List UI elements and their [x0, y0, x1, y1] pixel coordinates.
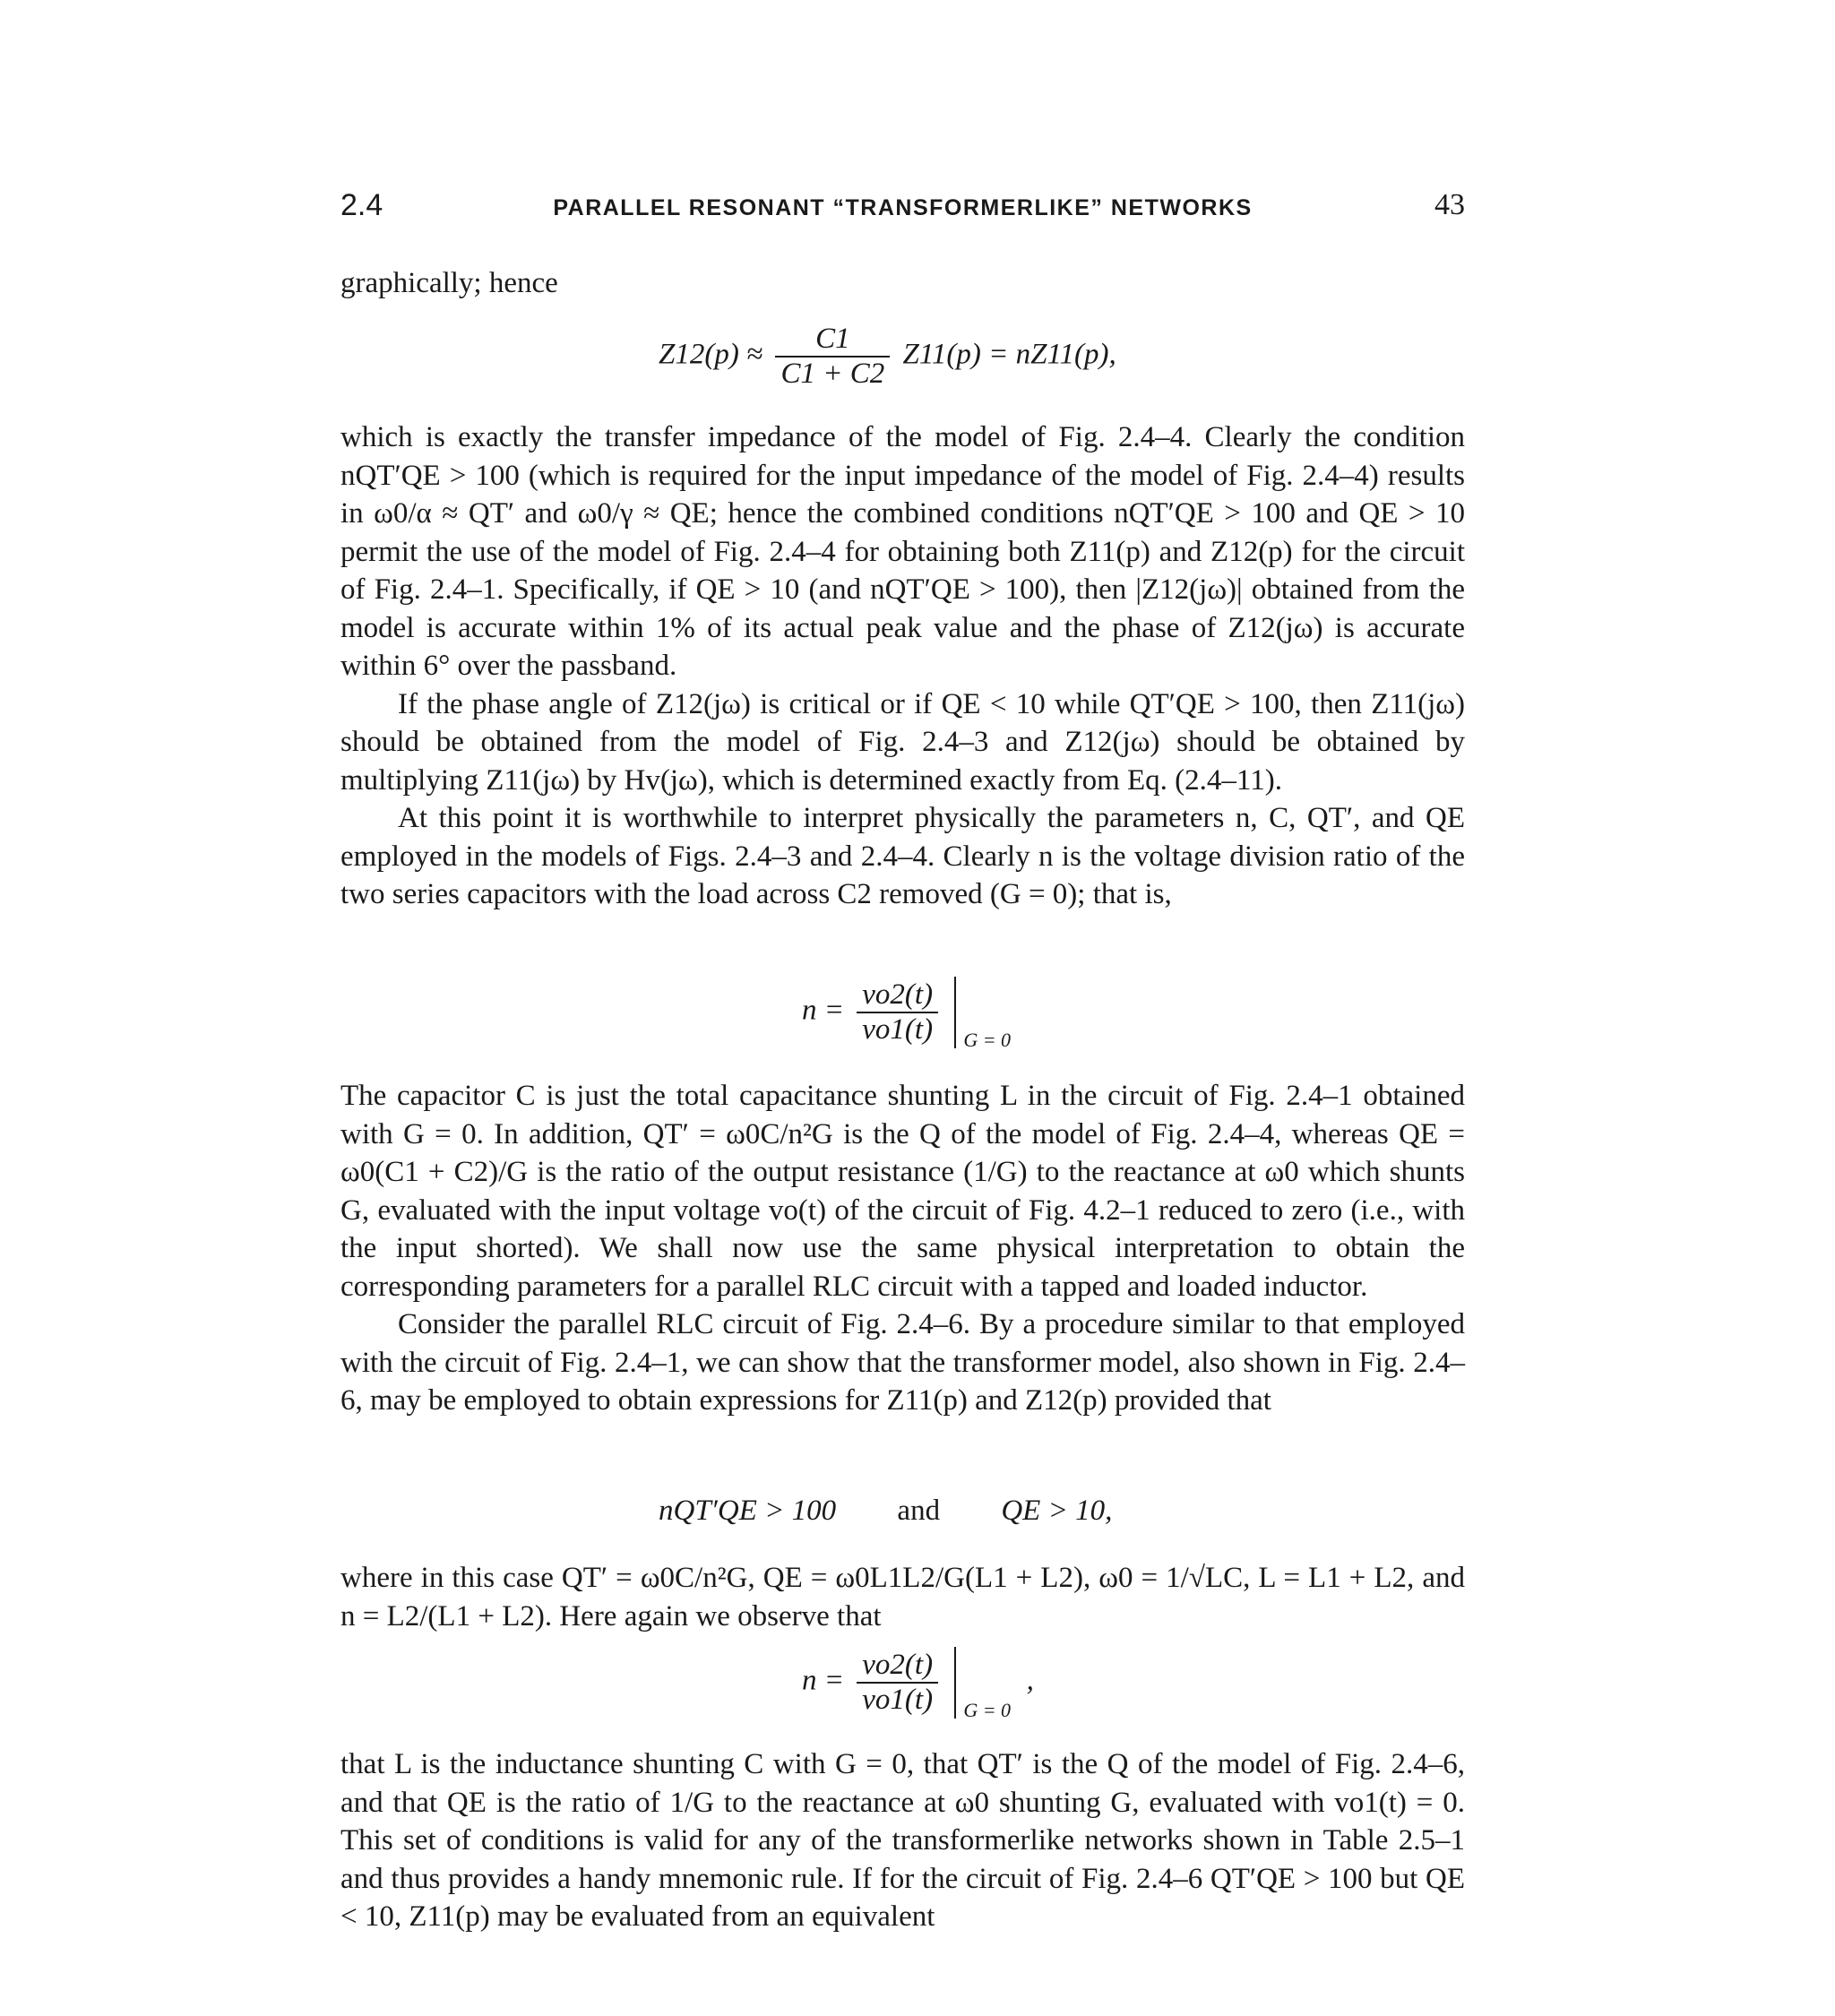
eq2-evaluation-bar	[954, 977, 1019, 1051]
eq1-numerator: C1	[815, 323, 850, 355]
eq2-lhs: n =	[802, 994, 845, 1027]
paragraph-7: that L is the inductance shunting C with G = 0, that QT′ is the Q of the model of Fig. 2.4–6, and that QE is the ratio of 1/G to the reactance at ω0 shunting G, evaluated with vo1(t) = 0. This set of conditions is valid for any of the transformerlike networks shown in Table 2.5–1 and thus provides a handy mnemonic rule. If for the circuit of Fig. 2.4–6 QT′QE > 100 but QE < 10, Z11(p) may be evaluated from an equivalent	[340, 1748, 1465, 1933]
equation-n-voltage-ratio-inductor	[802, 1647, 1034, 1719]
eq1-rhs: Z11(p) = nZ11(p),	[902, 338, 1116, 371]
paragraph-block-2	[340, 1077, 1465, 1420]
eq4-lhs: n =	[802, 1664, 845, 1697]
equation-conditions	[659, 1495, 1160, 1528]
eq4-evaluation-bar	[954, 1647, 1019, 1719]
paragraph-2: If the phase angle of Z12(jω) is critical or if QE < 10 while QT′QE > 100, then Z11(jω) should be obtained from the model of Fig. 2.4–3 and Z12(jω) should be obtained by multiplying Z11(jω) by Hv(jω), which is determined exactly from Eq. (2.4–11).	[340, 687, 1465, 797]
chapter-title: PARALLEL RESONANT “TRANSFORMERLIKE” NETWORKS	[553, 195, 1253, 220]
paragraph-1: which is exactly the transfer impedance of the model of Fig. 2.4–4. Clearly the condition nQT′QE > 100 (which is required for the input impedance of the model of Fig. 2.4–4) results in ω0/α ≈ QT′ and ω0/γ ≈ QE; hence the combined conditions nQT′QE > 100 and QE > 10 permit the use of the model of Fig. 2.4–4 for obtaining both Z11(p) and Z12(p) for the circuit of Fig. 2.4–1. Specifically, if QE > 10 (and nQT′QE > 100), then |Z12(jω)| obtained from the model is accurate within 1% of its actual peak value and the phase of Z12(jω) is accurate within 6° over the passband.	[340, 421, 1465, 682]
page-number: 43	[1434, 188, 1465, 221]
eq2-condition: G = 0	[963, 1029, 1012, 1051]
paragraph-6: where in this case QT′ = ω0C/n²G, QE = ω0L1L2/G(L1 + L2), ω0 = 1/√LC, L = L1 + L2, and n = L2/(L1 + L2). Here again we observe that	[340, 1562, 1465, 1633]
eq1-denominator: C1 + C2	[775, 356, 890, 391]
paragraph-3: At this point it is worthwhile to interpret physically the parameters n, C, QT′, and QE employed in the models of Figs. 2.4–3 and 2.4–4. Clearly n is the voltage division ratio of the two series capacitors with the load across C2 removed (G = 0); that is,	[340, 802, 1465, 910]
running-header	[340, 188, 1465, 233]
section-number: 2.4	[340, 188, 383, 222]
paragraph-block-4	[340, 1745, 1465, 1936]
eq1-lhs: Z12(p) ≈	[659, 338, 763, 371]
eq2-fraction	[857, 978, 938, 1047]
eq4-trailing-comma: ,	[1026, 1664, 1034, 1697]
paragraph-block-3	[340, 1559, 1465, 1635]
eq2-denominator: vo1(t)	[857, 1012, 938, 1047]
eq4-denominator: vo1(t)	[857, 1682, 938, 1717]
eq1-fraction	[775, 323, 890, 391]
eq4-condition: G = 0	[963, 1699, 1012, 1721]
eq3-left: nQT′QE > 100	[659, 1495, 837, 1527]
eq4-fraction	[857, 1649, 938, 1717]
eq3-right: QE > 10,	[1001, 1495, 1113, 1527]
eq2-numerator: vo2(t)	[862, 978, 934, 1011]
paragraph-block-1	[340, 418, 1465, 914]
eq3-and: and	[897, 1495, 941, 1527]
paragraph-4: The capacitor C is just the total capacitance shunting L in the circuit of Fig. 2.4–1 obtained with G = 0. In addition, QT′ = ω0C/n²G is the Q of the model of Fig. 2.4–4, whereas QE = ω0(C1 + C2)/G is the ratio of the output resistance (1/G) to the reactance at ω0 which shunts G, evaluated with the input voltage vo(t) of the circuit of Fig. 4.2–1 reduced to zero (i.e., with the input shorted). We shall now use the same physical interpretation to obtain the corresponding parameters for a parallel RLC circuit with a tapped and loaded inductor.	[340, 1080, 1465, 1303]
equation-n-voltage-ratio	[802, 977, 1019, 1051]
eq4-numerator: vo2(t)	[862, 1649, 934, 1681]
paragraph-5: Consider the parallel RLC circuit of Fig. 2.4–6. By a procedure similar to that employed with the circuit of Fig. 2.4–1, we can show that the transformer model, also shown in Fig. 2.4–6, may be employed to obtain expressions for Z11(p) and Z12(p) provided that	[340, 1308, 1465, 1417]
lead-text: graphically; hence	[340, 267, 558, 299]
equation-impedance-ratio	[659, 323, 1116, 391]
